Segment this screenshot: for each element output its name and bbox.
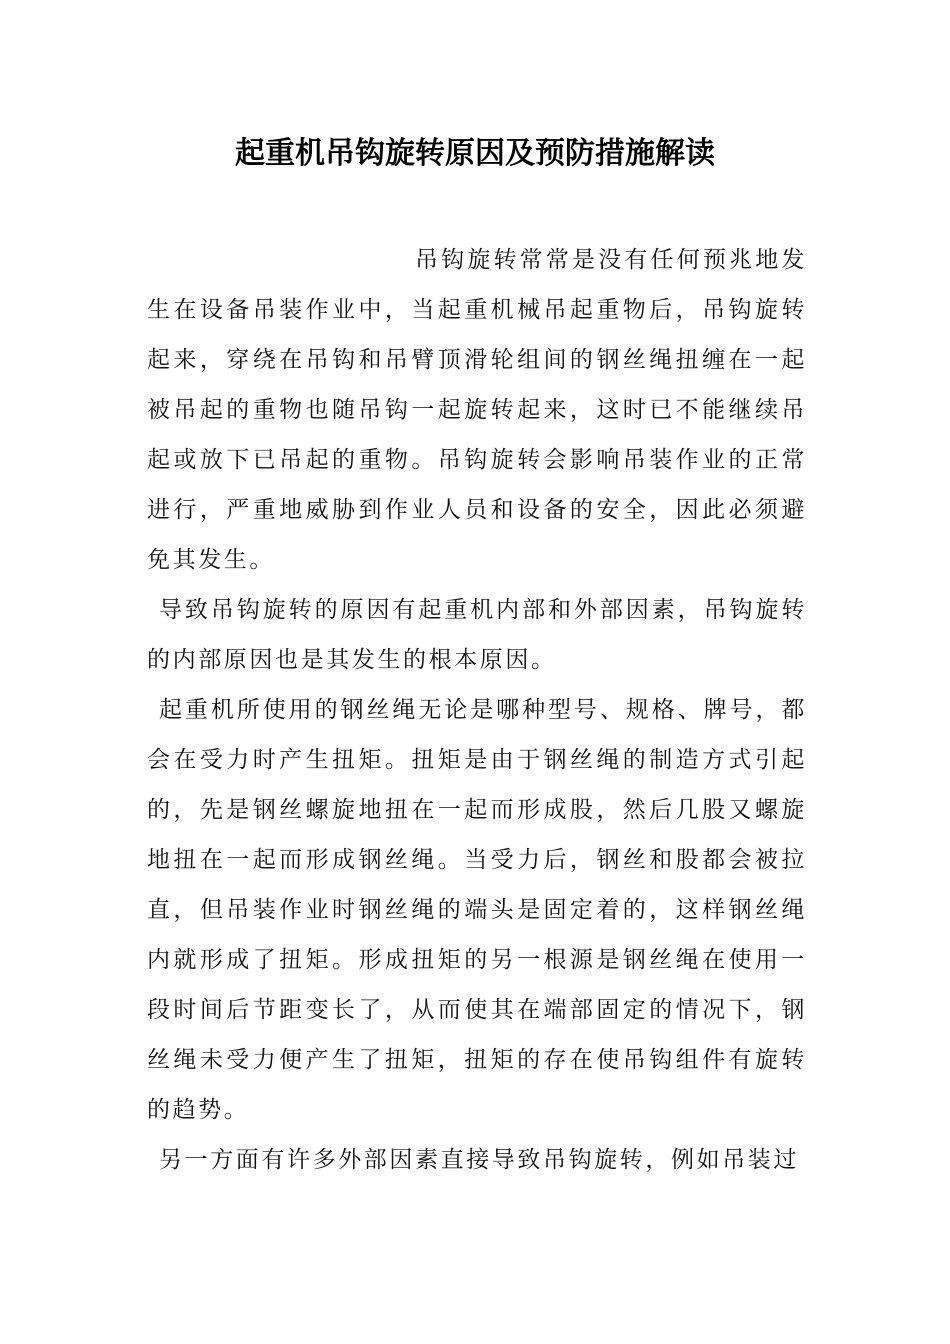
paragraph-3: 起重机所使用的钢丝绳无论是哪种型号、规格、牌号，都会在受力时产生扭矩。扭矩是由于钢丝绳的制造方式引起的，先是钢丝螺旋地扭在一起而形成股，然后几股又螺旋地扭在一起而形成钢丝绳。当受力后，钢丝和股都会被拉直，但吊装作业时钢丝绳的端头是固定着的，这样钢丝绳内就形成了扭矩。形成扭矩的另一根源是钢丝绳在使用一段时间后节距变长了，从而使其在端部固定的情况下，钢丝绳未受力便产生了扭矩，扭矩的存在使吊钩组件有旋转的趋势。 (147, 697, 807, 1123)
document-body (147, 235, 807, 1185)
paragraph-2: 导致吊钩旋转的原因有起重机内部和外部因素，吊钩旋转的内部原因也是其发生的根本原因。 (147, 597, 807, 673)
document-title: 起重机吊钩旋转原因及预防措施解读 (235, 136, 715, 171)
paragraph-1: 吊钩旋转常常是没有任何预兆地发生在设备吊装作业中，当起重机械吊起重物后，吊钩旋转起来，穿绕在吊钩和吊臂顶滑轮组间的钢丝绳扭缠在一起被吊起的重物也随吊钩一起旋转起来，这时已不能继续吊起或放下已吊起的重物。吊钩旋转会影响吊装作业的正常进行，严重地威胁到作业人员和设备的安全，因此必须避免其发生。 (147, 247, 807, 573)
paragraph-4: 另一方面有许多外部因素直接导致吊钩旋转，例如吊装过 (159, 1147, 799, 1173)
